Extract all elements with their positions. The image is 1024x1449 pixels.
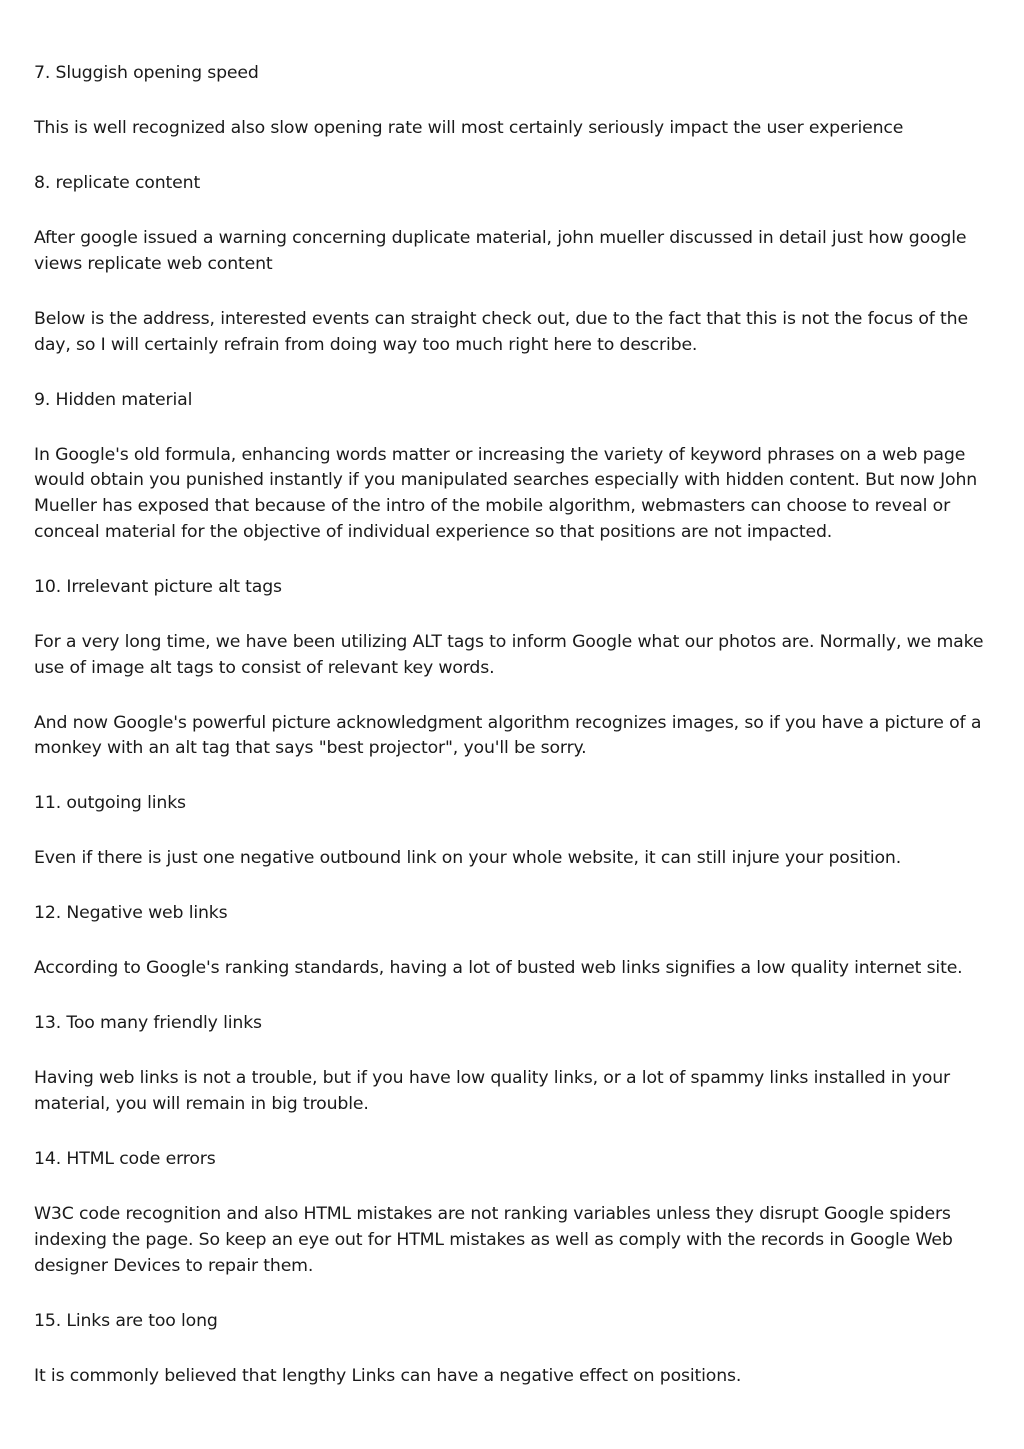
paragraph-14-body: W3C code recognition and also HTML mistakes are not ranking variables unless they disrupt Google spiders indexing the page. So keep an eye out for HTML mistakes as well as comply with the records in Google Web designer Devices to repair them. (34, 1204, 953, 1276)
paragraph-10-body-1: For a very long time, we have been utilizing ALT tags to inform Google what our photos are. Normally, we make use of image alt tags to consist of relevant key words. (34, 631, 984, 678)
heading-12: 12. Negative web links (34, 903, 228, 924)
paragraph-13-body: Having web links is not a trouble, but if you have low quality links, or a lot of spammy links installed in your material, you will remain in big trouble. (34, 1068, 950, 1115)
paragraph-11-body: Even if there is just one negative outbound link on your whole website, it can still injure your position. (34, 848, 902, 869)
heading-14: 14. HTML code errors (34, 1149, 216, 1170)
heading-15: 15. Links are too long (34, 1310, 218, 1331)
heading-11: 11. outgoing links (34, 793, 186, 814)
heading-13: 13. Too many friendly links (34, 1013, 262, 1034)
paragraph-10-body-2: And now Google's powerful picture acknowledgment algorithm recognizes images, so if you have a picture of a monkey with an alt tag that says "best projector", you'll be sorry. (34, 712, 982, 759)
heading-10: 10. Irrelevant picture alt tags (34, 576, 282, 597)
heading-8: 8. replicate content (34, 172, 201, 193)
paragraph-12-body: According to Google's ranking standards, having a lot of busted web links signifies a low quality internet site. (34, 958, 963, 979)
paragraph-8-body-2: Below is the address, interested events can straight check out, due to the fact that this is not the focus of the day, so I will certainly refrain from doing way too much right here to describe. (34, 308, 968, 355)
heading-7: 7. Sluggish opening speed (34, 63, 259, 83)
paragraph-8-body-1: After google issued a warning concerning duplicate material, john mueller discussed in detail just how google views replicate web content (34, 227, 967, 274)
paragraph-15-body: It is commonly believed that lengthy Links can have a negative effect on positions. (34, 1365, 742, 1386)
heading-9: 9. Hidden material (34, 389, 193, 410)
paragraph-9-body: In Google's old formula, enhancing words matter or increasing the variety of keyword phrases on a web page would obtain you punished instantly if you manipulated searches especially with hidden content. But now John Mueller has exposed that because of the intro of the mobile algorithm, webmasters can choose to reveal or conceal material for the objective of individual experience so that positions are not impacted. (34, 444, 978, 542)
paragraph-7-body: This is well recognized also slow opening rate will most certainly seriously impact the user experience (34, 117, 904, 138)
